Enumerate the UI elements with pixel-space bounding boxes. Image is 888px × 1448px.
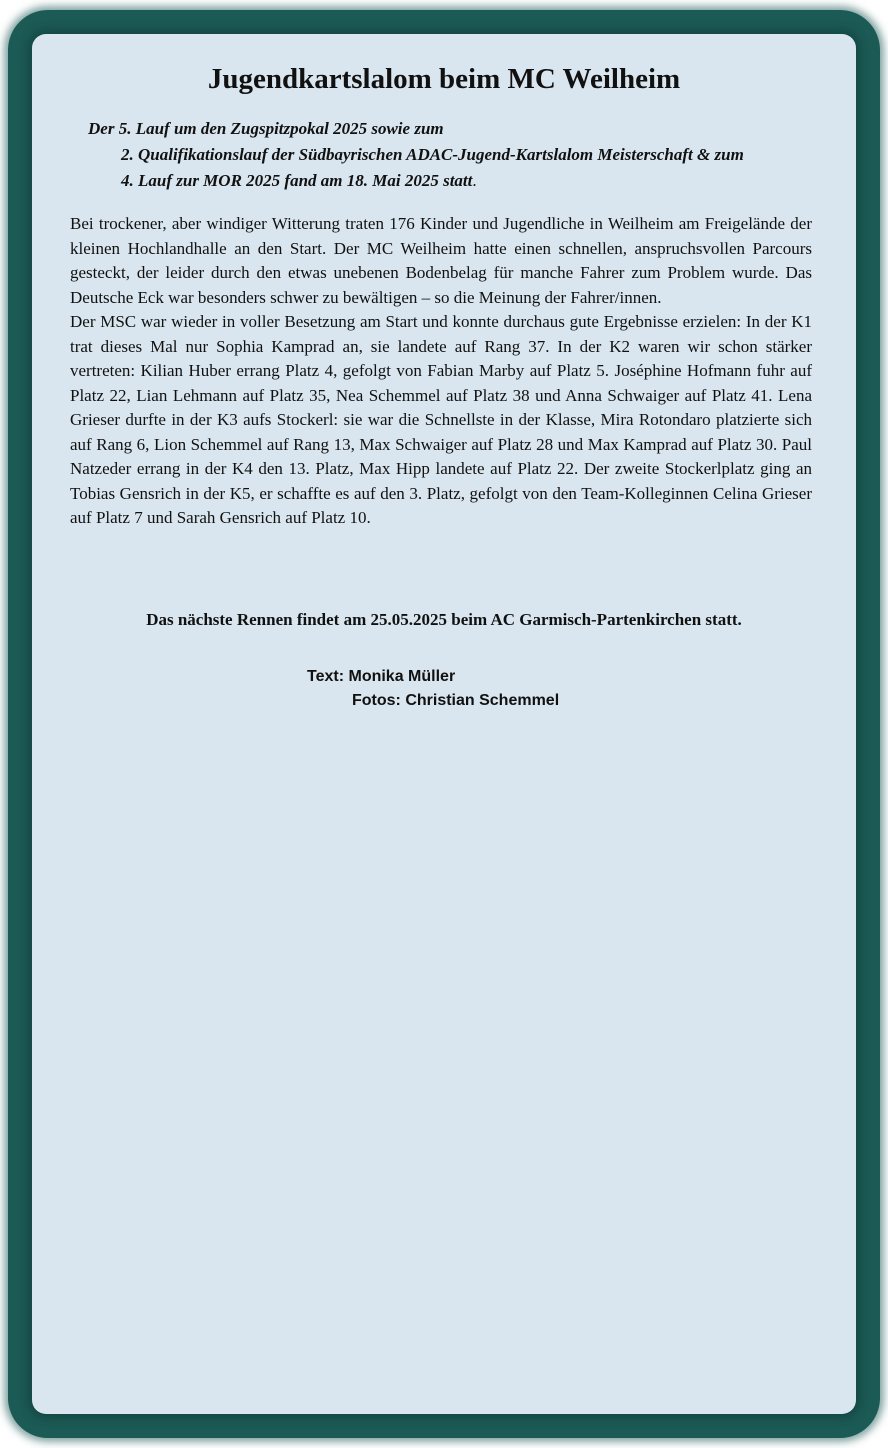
next-race-notice: Das nächste Rennen findet am 25.05.2025 beim AC Garmisch-Partenkirchen statt.: [146, 610, 742, 629]
credit-photographer: Fotos: Christian Schemmel: [352, 692, 560, 709]
article-body: [70, 212, 812, 531]
subtitle-line-3-period: .: [472, 171, 477, 190]
paragraph-weather: Bei trockener, aber windiger Witterung traten 176 Kinder und Jugendliche in Weilheim am Freigelände der kleinen Hochlandhalle an den Start. Der MC Weilheim hatte einen schnellen, anspruchsvollen Parcours gesteckt, der leider durch den etwas unebenen Bodenbelag für manche Fahrer zum Problem wurde. Das Deutsche Eck war besonders schwer zu bewältigen – so die Meinung der Fahrer/innen.: [70, 214, 812, 307]
subtitle-line-3-text: 4. Lauf zur MOR 2025 fand am 18. Mai 2025 statt: [121, 171, 473, 190]
article-subtitle: [74, 116, 744, 194]
subtitle-line-3: [74, 168, 744, 194]
subtitle-line-2: 2. Qualifikationslauf der Südbayrischen ADAC-Jugend-Kartslalom Meisterschaft & zum: [121, 145, 744, 164]
article-title: Jugendkartslalom beim MC Weilheim: [207, 63, 681, 95]
subtitle-line-1: Der 5. Lauf um den Zugspitzpokal 2025 sowie zum: [88, 119, 444, 138]
paragraph-results: Der MSC war wieder in voller Besetzung am Start und konnte durchaus gute Ergebnisse erzielen: In der K1 trat dieses Mal nur Sophia Kamprad an, sie landete auf Rang 37. In der K2 waren wir schon stärker vertreten: Kilian Huber errang Platz 4, gefolgt von Fabian Marby auf Platz 5. Joséphine Hofmann fuhr auf Platz 22, Lian Lehmann auf Platz 35, Nea Schemmel auf Platz 38 und Anna Schwaiger auf Platz 41. Lena Grieser durfte in der K3 aufs Stockerl: sie war die Schnellste in der Klasse, Mira Rotondaro platzierte sich auf Rang 6, Lion Schemmel auf Rang 13, Max Schwaiger auf Platz 28 und Max Kamprad auf Platz 30. Paul Natzeder errang in der K4 den 13. Platz, Max Hipp landete auf Platz 22. Der zweite Stockerlplatz ging an Tobias Gensrich in der K5, er schaffte es auf den 3. Platz, gefolgt von den Team-Kolleginnen Celina Grieser auf Platz 7 und Sarah Gensrich auf Platz 10.: [70, 312, 812, 527]
credit-author: Text: Monika Müller: [307, 668, 456, 685]
article-panel: [32, 34, 856, 1414]
